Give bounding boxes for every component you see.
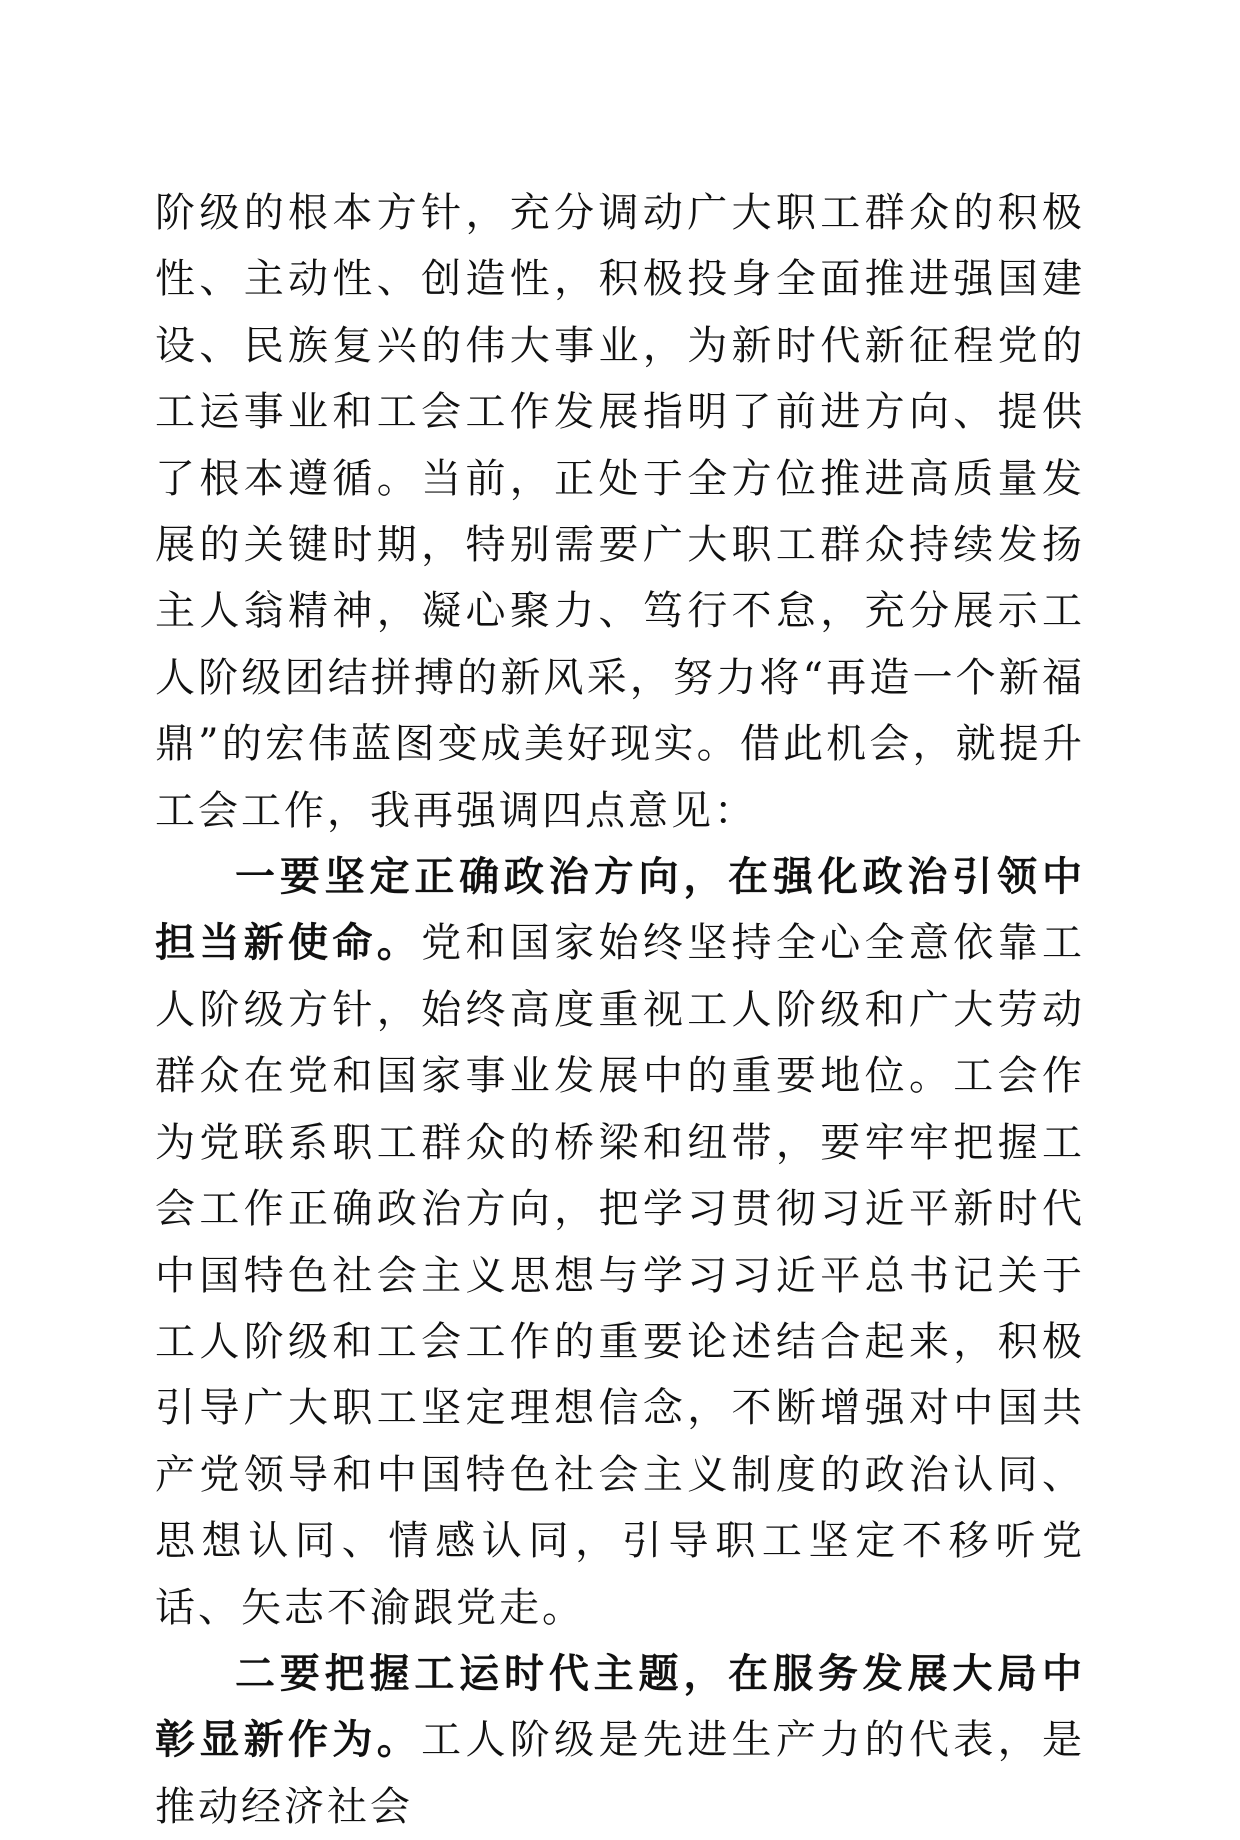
document-body bbox=[155, 180, 1085, 1840]
paragraph-text: 阶级的根本方针，充分调动广大职工群众的积极性、主动性、创造性，积极投身全面推进强国建设、民族复兴的伟大事业，为新时代新征程党的工运事业和工会工作发展指明了前进方向、提供了根本遵循。当前，正处于全方位推进高质量发展的关键时期，特别需要广大职工群众持续发扬主人翁精神，凝心聚力、笃行不怠，充分展示工人阶级团结拼搏的新风采，努力将“再造一个新福鼎”的宏伟蓝图变成美好现实。借此机会，就提升工会工作，我再强调四点意见： bbox=[155, 190, 1085, 834]
paragraph-lead-heading: 二要把握工运时代主题，在服务发展大局中彰显新作为。 bbox=[155, 1650, 1085, 1764]
paragraph-point-one bbox=[155, 844, 1085, 1641]
paragraph-point-two bbox=[155, 1641, 1085, 1840]
paragraph-continuation bbox=[155, 180, 1085, 844]
paragraph-lead-heading: 一要坚定正确政治方向，在强化政治引领中担当新使命。 bbox=[155, 854, 1085, 967]
paragraph-text: 党和国家始终坚持全心全意依靠工人阶级方针，始终高度重视工人阶级和广大劳动群众在党和国家事业发展中的重要地位。工会作为党联系职工群众的桥梁和纽带，要牢牢把握工会工作正确政治方向，把学习贯彻习近平新时代中国特色社会主义思想与学习习近平总书记关于工人阶级和工会工作的重要论述结合起来，积极引导广大职工坚定理想信念，不断增强对中国共产党领导和中国特色社会主义制度的政治认同、思想认同、情感认同，引导职工坚定不移听党话、矢志不渝跟党走。 bbox=[155, 920, 1086, 1631]
paragraph-text: 工人阶级是先进生产力的代表，是推动经济社会 bbox=[155, 1717, 1086, 1830]
